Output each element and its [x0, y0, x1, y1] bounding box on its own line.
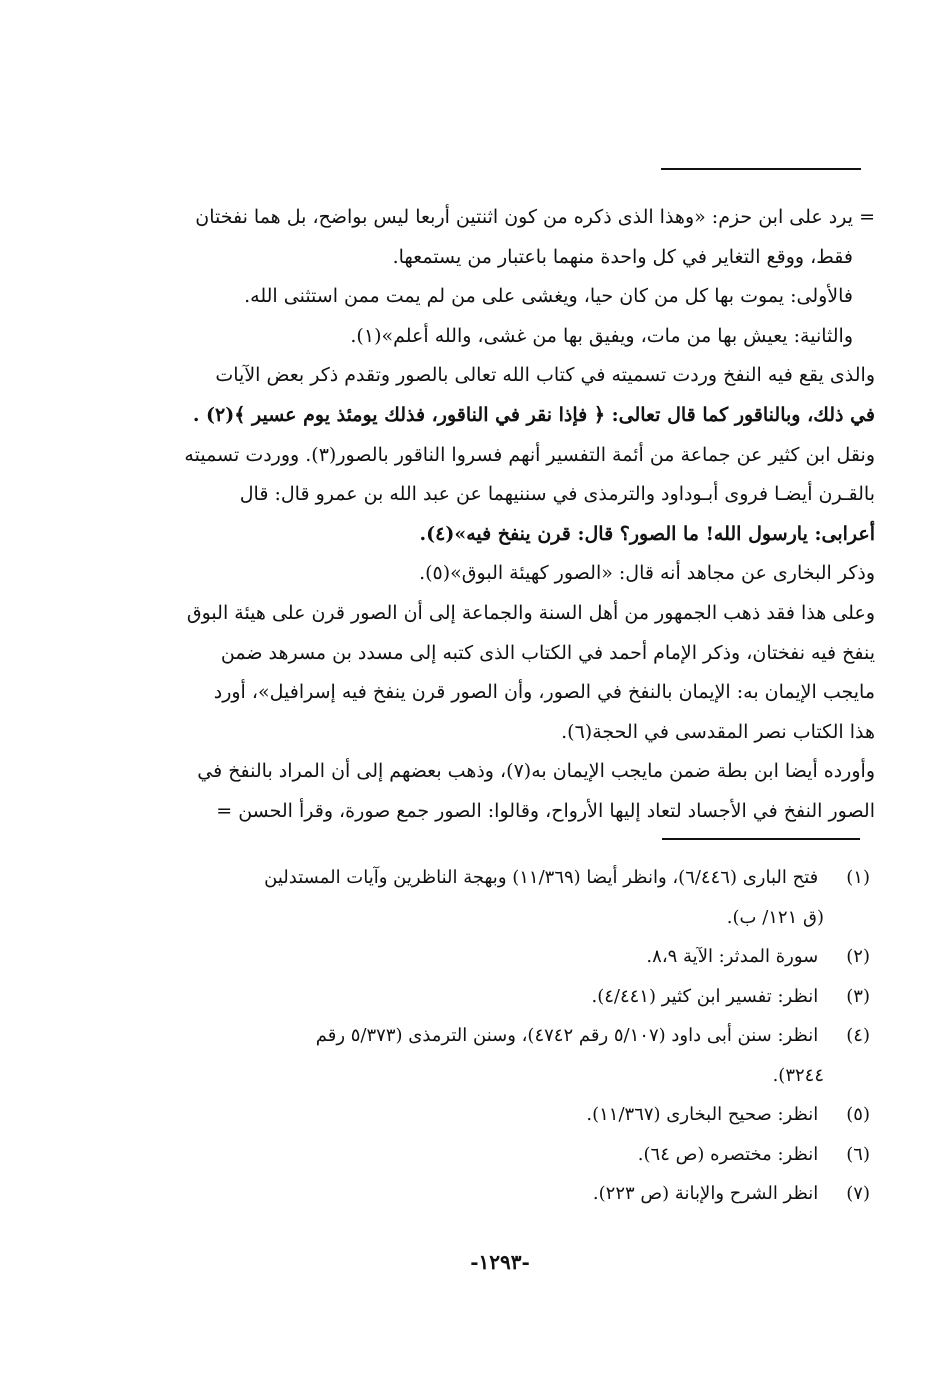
page-number: -١٢٩٣-: [470, 1250, 530, 1274]
text-line: مايجب الإيمان به: الإيمان بالنفخ في الصور، وأن الصور قرن ينفخ فيه إسرافيل»، أورد: [213, 681, 875, 704]
footnote-number: (٢): [846, 946, 870, 967]
footnotes: [140, 858, 870, 1214]
text-line: وأورده أيضا ابن بطة ضمن مايجب الإيمان به(٧)، وذهب بعضهم إلى أن المراد بالنفخ في: [197, 760, 875, 783]
text-line: ونقل ابن كثير عن جماعة من أئمة التفسير أنهم فسروا الناقور بالصور(٣). ووردت تسميته: [184, 443, 875, 466]
footnote-text: انظر الشرح والإبانة (ص ٢٢٣).: [592, 1183, 819, 1204]
text-line: والذى يقع فيه النفخ وردت تسميته في كتاب الله تعالى بالصور وتقدم ذكر بعض الآيات: [215, 364, 875, 387]
text-line: ينفخ فيه نفختان، وذكر الإمام أحمد في الكتاب الذى كتبه إلى مسدد بن مسرهد ضمن: [220, 641, 875, 664]
footnote-number: (٦): [846, 1143, 870, 1165]
footnote-continuation: ٣٢٤٤).: [772, 1064, 824, 1086]
header-rule: [661, 168, 861, 170]
text-line: = يرد على ابن حزم: «وهذا الذى ذكره من كون اثنتين أربعا ليس بواضح، بل هما نفختان: [195, 206, 875, 228]
footnote-number: (٣): [846, 985, 870, 1007]
text-line: فقط، ووقع التغاير في كل واحدة منهما باعتبار من يستمعها.: [392, 245, 853, 268]
text-line: والثانية: يعيش بها من مات، ويفيق بها من غشى، والله أعلم»(١).: [350, 324, 853, 347]
footnote-number: (١): [846, 867, 870, 888]
text-line: أعرابى: يارسول الله! ما الصور؟ قال: قرن ينفخ فيه»(٤).: [419, 522, 875, 545]
footnote-text: انظر: مختصره (ص ٦٤).: [637, 1143, 819, 1165]
footnote-item: [140, 1135, 870, 1175]
main-text: [140, 198, 875, 832]
footnote-number: (٧): [846, 1183, 870, 1204]
footnote-item: [140, 977, 870, 1017]
footnote-item: [140, 1174, 870, 1214]
footnote-number: (٥): [846, 1104, 870, 1125]
footnote-item: [140, 937, 870, 977]
text-line: في ذلك، وبالناقور كما قال تعالى: ﴿ فإذا نقر في الناقور، فذلك يومئذ يوم عسير ﴾(٢) .: [192, 403, 875, 426]
footnote-item: [140, 1095, 870, 1135]
footnote-text: انظر: صحيح البخارى (١١/٣٦٧).: [586, 1104, 819, 1125]
text-line: الصور النفخ في الأجساد لتعاد إليها الأرواح، وقالوا: الصور جمع صورة، وقرأ الحسن =: [216, 799, 875, 822]
text-line: هذا الكتاب نصر المقدسى في الحجة(٦).: [561, 720, 875, 743]
text-line: بالقـرن أيضـا فروى أبـوداود والترمذى في سننيهما عن عبد الله بن عمرو قال: قال: [239, 483, 875, 506]
footnote-text: انظر: تفسير ابن كثير (٤/٤٤١).: [591, 985, 819, 1007]
footnote-number: (٤): [846, 1025, 870, 1046]
footnote-item: [140, 1016, 870, 1056]
text-line: وعلى هذا فقد ذهب الجمهور من أهل السنة والجماعة إلى أن الصور قرن على هيئة البوق: [186, 601, 875, 624]
text-line: فالأولى: يموت بها كل من كان حيا، ويغشى على من لم يمت ممن استثنى الله.: [244, 285, 853, 308]
text-line: وذكر البخارى عن مجاهد أنه قال: «الصور كهيئة البوق»(٥).: [419, 562, 875, 585]
footnote-text: فتح البارى (٦/٤٤٦)، وانظر أيضا (١١/٣٦٩) وبهجة الناظرين وآيات المستدلين: [264, 867, 819, 888]
footnote-continuation: (ق ١٢١/ ب).: [726, 906, 824, 928]
footnote-separator: [662, 838, 860, 840]
footnote-text: سورة المدثر: الآية ٨،٩.: [646, 946, 819, 967]
footnote-item: [140, 858, 870, 898]
footnote-text: انظر: سنن أبى داود (٥/١٠٧ رقم ٤٧٤٢)، وسنن الترمذى (٥/٣٧٣ رقم: [315, 1025, 819, 1046]
